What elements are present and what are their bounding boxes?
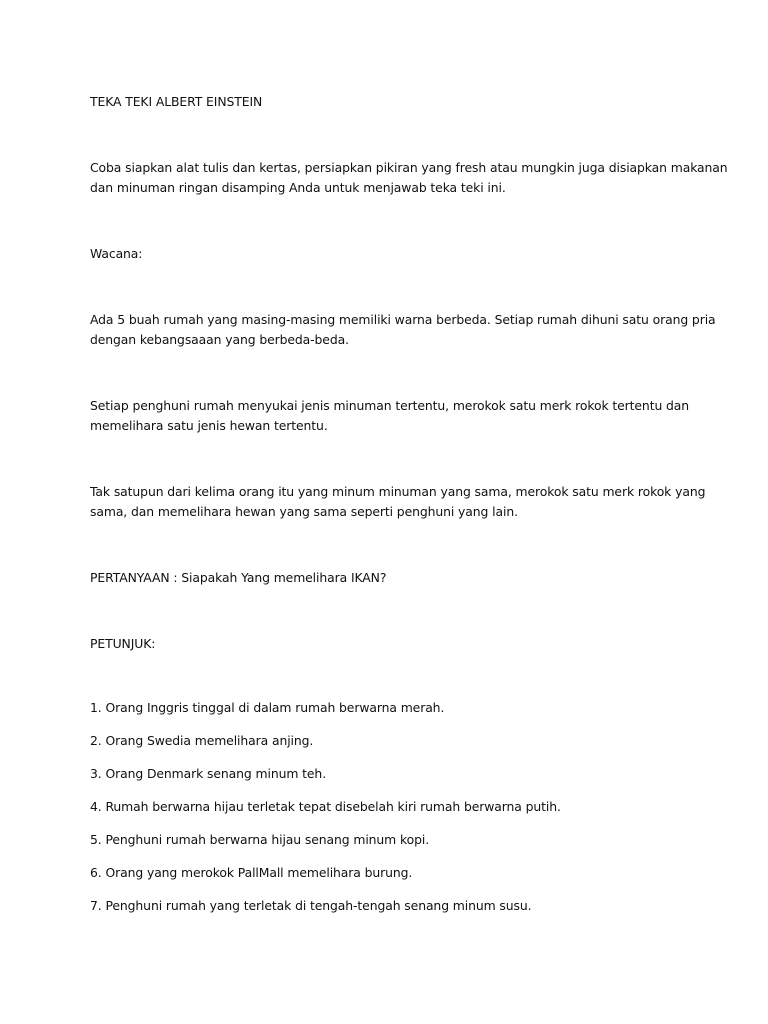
hint-item: 7. Penghuni rumah yang terletak di tengah-tengah senang minum susu. <box>90 898 532 913</box>
hint-item: 4. Rumah berwarna hijau terletak tepat disebelah kiri rumah berwarna putih. <box>90 799 561 814</box>
paragraph2-line-2: memelihara satu jenis hewan tertentu. <box>90 418 328 433</box>
question-text: PERTANYAAN : Siapakah Yang memelihara IKAN? <box>90 570 387 585</box>
hint-item: 5. Penghuni rumah berwarna hijau senang minum kopi. <box>90 832 430 847</box>
document-title: TEKA TEKI ALBERT EINSTEIN <box>90 94 263 109</box>
hint-item: 6. Orang yang merokok PallMall memelihara burung. <box>90 865 413 880</box>
paragraph3-line-2: sama, dan memelihara hewan yang sama seperti penghuni yang lain. <box>90 504 518 519</box>
wacana-heading: Wacana: <box>90 246 143 261</box>
paragraph1-line-1: Ada 5 buah rumah yang masing-masing memiliki warna berbeda. Setiap rumah dihuni satu orang pria <box>90 312 716 327</box>
hints-heading: PETUNJUK: <box>90 636 156 651</box>
hint-item: 3. Orang Denmark senang minum teh. <box>90 766 327 781</box>
hint-item: 1. Orang Inggris tinggal di dalam rumah berwarna merah. <box>90 700 445 715</box>
paragraph1-line-2: dengan kebangsaaan yang berbeda-beda. <box>90 332 349 347</box>
intro-line-1: Coba siapkan alat tulis dan kertas, persiapkan pikiran yang fresh atau mungkin juga disiapkan makanan <box>90 160 728 175</box>
hint-item: 2. Orang Swedia memelihara anjing. <box>90 733 314 748</box>
intro-line-2: dan minuman ringan disamping Anda untuk menjawab teka teki ini. <box>90 180 506 195</box>
paragraph2-line-1: Setiap penghuni rumah menyukai jenis minuman tertentu, merokok satu merk rokok tertentu dan <box>90 398 690 413</box>
paragraph3-line-1: Tak satupun dari kelima orang itu yang minum minuman yang sama, merokok satu merk rokok yang <box>90 484 706 499</box>
